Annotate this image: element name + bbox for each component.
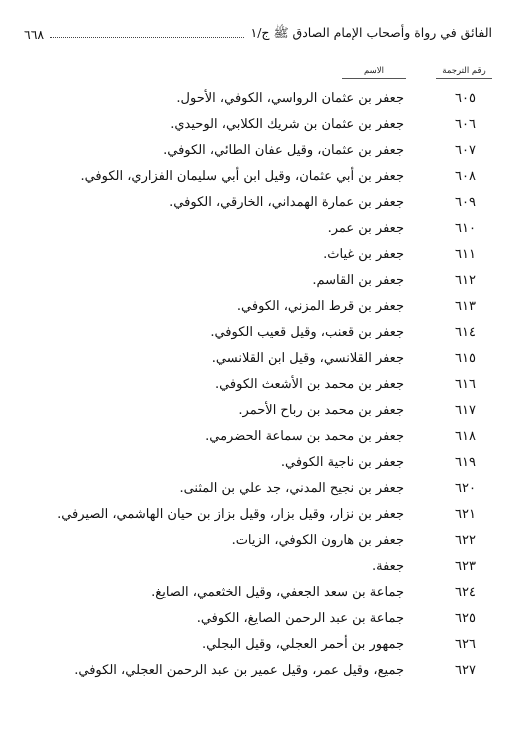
entry-number: ٦٢٠: [455, 481, 476, 496]
entry-name: جعفر بن نجيح المدني، جد علي بن المثنى.: [179, 481, 404, 496]
entry-name: جعفر بن القاسم.: [312, 273, 404, 288]
entry-number: ٦٢٥: [455, 611, 476, 626]
header-dot-leader: [50, 36, 244, 38]
entry-name: جعفر بن هارون الكوفي، الزيات.: [231, 533, 404, 548]
column-header-number-rule: [436, 78, 492, 79]
entry-name: جعفر بن ناجية الكوفي.: [280, 455, 404, 470]
entry-number: ٦٠٦: [455, 117, 476, 132]
page-number: ٦٦٨: [24, 26, 45, 42]
column-header-number-label: رقم الترجمة: [442, 66, 486, 76]
list-item: [0, 580, 516, 606]
entry-number: ٦١١: [455, 247, 476, 262]
page-header: [24, 24, 492, 44]
entry-number: ٦١٧: [455, 403, 476, 418]
entry-name: جعفر بن محمد بن رباح الأحمر.: [238, 403, 404, 418]
list-item: [0, 112, 516, 138]
entry-number: ٦٢٤: [455, 585, 476, 600]
list-item: [0, 528, 516, 554]
entry-name: جعفر بن قرط المزني، الكوفي.: [236, 299, 404, 314]
entry-name: جعفة.: [372, 559, 404, 574]
entry-name: جماعة بن عبد الرحمن الصايغ، الكوفي.: [196, 611, 404, 626]
entry-number: ٦٠٩: [455, 195, 476, 210]
entry-number: ٦٠٧: [455, 143, 476, 158]
column-header-name-label: الاسم: [364, 66, 384, 76]
entry-name: جمهور بن أحمر العجلي، وقيل البجلي.: [201, 637, 404, 652]
list-item: [0, 190, 516, 216]
entry-number: ٦١٦: [455, 377, 476, 392]
entry-name: جعفر بن نزار، وقيل بزار، وقيل بزاز بن حيان الهاشمي، الصيرفي.: [57, 507, 404, 522]
list-item: [0, 294, 516, 320]
entry-name: جعفر بن قعنب، وقيل قعيب الكوفي.: [210, 325, 404, 340]
entry-number: ٦٠٨: [455, 169, 476, 184]
entry-name: جميع، وقيل عمر، وقيل عمير بن عبد الرحمن العجلي، الكوفي.: [74, 663, 404, 678]
list-item: [0, 164, 516, 190]
list-item: [0, 606, 516, 632]
entry-number: ٦١٤: [455, 325, 476, 340]
column-header-name-rule: [342, 78, 406, 79]
list-item: [0, 138, 516, 164]
list-item: [0, 398, 516, 424]
list-item: [0, 476, 516, 502]
column-header-name: [342, 66, 406, 79]
list-item: [0, 268, 516, 294]
list-item: [0, 86, 516, 112]
list-item: [0, 242, 516, 268]
list-item: [0, 216, 516, 242]
list-item: [0, 658, 516, 684]
entry-number: ٦١٢: [455, 273, 476, 288]
entry-number: ٦٢١: [455, 507, 476, 522]
entry-number: ٦٢٢: [455, 533, 476, 548]
list-item: [0, 450, 516, 476]
running-title: الفائق في رواة وأصحاب الإمام الصادق ﷺ ج/١: [250, 24, 492, 40]
entry-name: جعفر بن محمد بن الأشعث الكوفي.: [214, 377, 404, 392]
list-item: [0, 502, 516, 528]
list-item: [0, 424, 516, 450]
entry-number: ٦٢٧: [455, 663, 476, 678]
entry-name: جعفر بن أبي عثمان، وقيل ابن أبي سليمان الفزاري، الكوفي.: [80, 169, 404, 184]
entry-name: جعفر بن عمارة الهمداني، الخارقي، الكوفي.: [169, 195, 404, 210]
list-item: [0, 372, 516, 398]
entry-name: جعفر بن محمد بن سماعة الحضرمي.: [205, 429, 404, 444]
entry-name: جعفر بن غياث.: [323, 247, 404, 262]
entry-number: ٦٢٦: [455, 637, 476, 652]
entry-number: ٦١٠: [455, 221, 476, 236]
entry-name: جعفر بن عثمان بن شريك الكلابي، الوحيدي.: [170, 117, 404, 132]
entry-number: ٦١٣: [455, 299, 476, 314]
entry-name: جعفر بن عثمان الرواسي، الكوفي، الأحول.: [176, 91, 404, 106]
entry-name: جعفر القلانسي، وقيل ابن القلانسي.: [211, 351, 404, 366]
list-item: [0, 632, 516, 658]
entry-number: ٦٠٥: [455, 91, 476, 106]
entry-number: ٦١٨: [455, 429, 476, 444]
entry-number: ٦١٥: [455, 351, 476, 366]
entry-name: جماعة بن سعد الجعفي، وقيل الخثعمي، الصايغ.: [151, 585, 404, 600]
list-item: [0, 346, 516, 372]
list-item: [0, 554, 516, 580]
entry-number: ٦١٩: [455, 455, 476, 470]
entry-number: ٦٢٣: [455, 559, 476, 574]
entry-name: جعفر بن عمر.: [327, 221, 404, 236]
column-header-number: [436, 66, 492, 79]
list-item: [0, 320, 516, 346]
entry-name: جعفر بن عثمان، وقيل عفان الطائي، الكوفي.: [163, 143, 404, 158]
